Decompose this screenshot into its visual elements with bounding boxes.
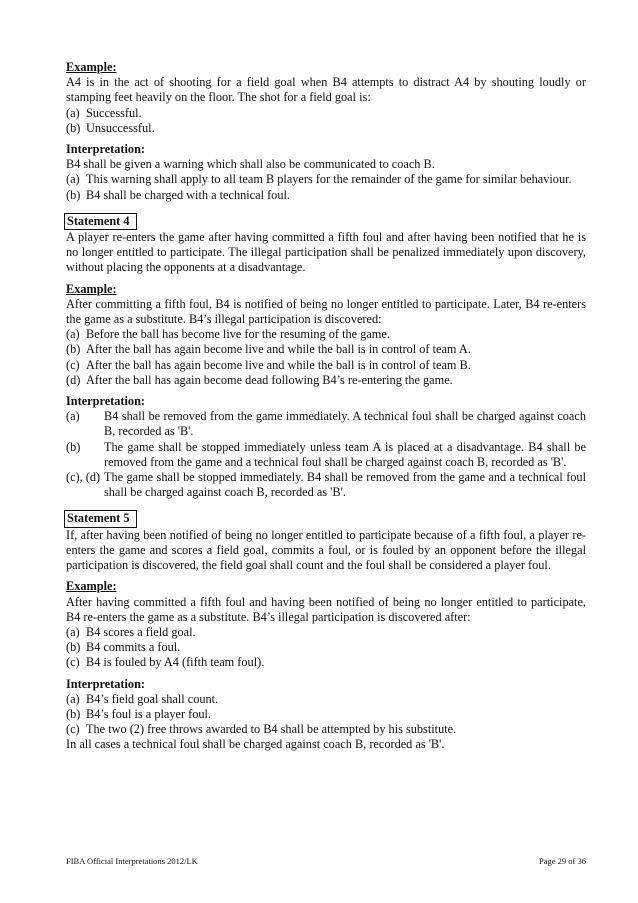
list-item <box>66 121 586 136</box>
list-label: (c) <box>66 722 80 737</box>
list-label: (c), (d) <box>66 470 101 485</box>
example-section-3 <box>66 579 586 670</box>
example-heading: Example: <box>66 60 117 74</box>
footer-page-number: Page 29 of 36 <box>539 856 586 866</box>
example-section-2 <box>66 282 586 388</box>
list-text: B4 is fouled by A4 (fifth team foul). <box>86 655 265 670</box>
list-text: After the ball has again become live and while the ball is in control of team B. <box>86 357 471 372</box>
list-item <box>66 640 586 655</box>
list-text: The game shall be stopped immediately unless team A is placed at a disadvantage. B4 shall be removed from the game and a technical foul shall be charged against coach B, recorded as 'B'. <box>104 439 586 469</box>
statement-title: Statement 5 <box>64 510 137 527</box>
list-item <box>66 373 586 388</box>
list-text: After the ball has again become dead following B4’s re-entering the game. <box>86 372 453 387</box>
list-text: B4’s field goal shall count. <box>86 691 219 706</box>
list-text: The game shall be stopped immediately. B4 shall be removed from the game and a technical foul shall be charged against coach B, recorded as 'B'. <box>104 470 586 500</box>
list-item <box>66 358 586 373</box>
list-item <box>66 707 586 722</box>
example-text: After having committed a fifth foul and having been notified of being no longer entitled to participate, B4 re-enters the game as a substitute. B4’s illegal participation is discovered after: <box>66 594 586 624</box>
list-label: (c) <box>66 655 80 670</box>
footer-document-title: FIBA Official Interpretations 2012/LK <box>66 856 198 866</box>
list-label: (a) <box>66 327 80 342</box>
interpretation-heading: Interpretation: <box>66 142 146 157</box>
list-label: (b) <box>66 640 81 655</box>
example-text: A4 is in the act of shooting for a field goal when B4 attempts to distract A4 by shouting loudly or stamping feet heavily on the floor. The shot for a field goal is: <box>66 75 586 105</box>
interpretation-section-1 <box>66 142 586 203</box>
list-text: B4 shall be removed from the game immediately. A technical foul shall be charged against coach B, recorded as 'B'. <box>104 409 586 439</box>
list-label: (b) <box>66 187 81 202</box>
list-label: (b) <box>66 439 81 454</box>
list-item <box>66 692 586 707</box>
list-text: B4’s foul is a player foul. <box>86 706 211 721</box>
list-label: (b) <box>66 706 81 721</box>
interpretation-section-3 <box>66 677 586 753</box>
list-text: Unsuccessful. <box>86 120 155 135</box>
example-heading: Example: <box>66 579 117 594</box>
list-item <box>66 655 586 670</box>
statement-text: If, after having been notified of being no longer entitled to participate because of a fifth foul, a player re-enters the game and scores a field goal, commits a foul, or is fouled by an opponent before the illegal participation is discovered, the field goal shall count and the foul shall be considered a player foul. <box>66 527 586 573</box>
list-item <box>66 106 586 121</box>
list-label: (a) <box>66 624 80 639</box>
list-item <box>66 625 586 640</box>
statement-section-4 <box>66 209 586 276</box>
list-label: (a) <box>66 691 80 706</box>
interpretation-heading: Interpretation: <box>66 676 146 691</box>
list-text: B4 shall be charged with a technical foul. <box>86 187 290 202</box>
document-body <box>66 60 586 759</box>
example-section-1 <box>66 60 586 136</box>
list-text: This warning shall apply to all team B players for the remainder of the game for similar behaviour. <box>86 172 572 187</box>
list-label: (a) <box>66 172 80 187</box>
interpretation-closing: In all cases a technical foul shall be charged against coach B, recorded as 'B'. <box>66 737 445 752</box>
list-label: (b) <box>66 342 81 357</box>
interpretation-section-2 <box>66 394 586 500</box>
interpretation-heading: Interpretation: <box>66 394 146 409</box>
list-item <box>66 470 586 500</box>
statement-title: Statement 4 <box>64 213 137 230</box>
list-item <box>66 342 586 357</box>
list-item <box>66 722 586 737</box>
list-item <box>66 327 586 342</box>
list-item <box>66 172 586 187</box>
example-heading: Example: <box>66 281 117 296</box>
list-text: B4 commits a foul. <box>86 640 181 655</box>
example-text: After committing a fifth foul, B4 is notified of being no longer entitled to participate. Later, B4 re-enters the game as a substitute. B4’s illegal participation is discovered: <box>66 296 586 327</box>
list-item <box>66 188 586 203</box>
list-text: Before the ball has become live for the resuming of the game. <box>86 327 390 342</box>
list-label: (d) <box>66 372 81 387</box>
list-label: (b) <box>66 120 81 135</box>
list-text: After the ball has again become live and while the ball is in control of team A. <box>86 342 471 357</box>
interpretation-text: B4 shall be given a warning which shall also be communicated to coach B. <box>66 157 435 172</box>
list-text: The two (2) free throws awarded to B4 shall be attempted by his substitute. <box>86 722 457 737</box>
statement-section-5 <box>66 506 586 573</box>
list-item <box>66 409 586 439</box>
list-label: (a) <box>66 105 80 120</box>
list-item <box>66 440 586 470</box>
list-label: (c) <box>66 357 80 372</box>
list-text: B4 scores a field goal. <box>86 624 196 639</box>
list-label: (a) <box>66 409 80 424</box>
list-text: Successful. <box>86 105 142 120</box>
statement-text: A player re-enters the game after having committed a fifth foul and after having been notified that he is no longer entitled to participate. The illegal participation shall be penalized immediately upon discovery, without placing the opponents at a disadvantage. <box>66 230 586 275</box>
page-footer <box>66 856 586 866</box>
